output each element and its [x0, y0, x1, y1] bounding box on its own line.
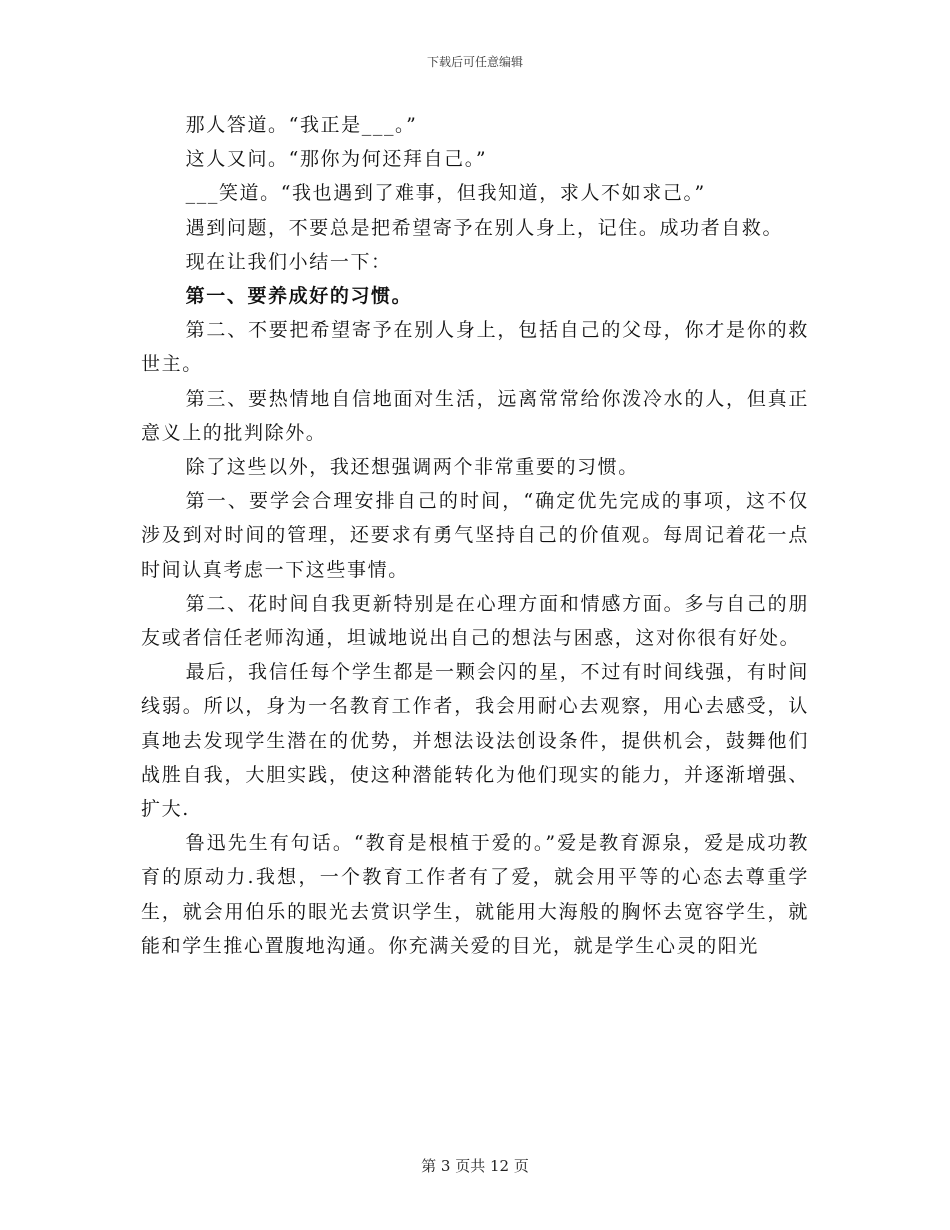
document-body	[141, 108, 809, 963]
paragraph: 遇到问题，不要总是把希望寄予在别人身上，记住。成功者自救。	[185, 216, 784, 239]
page-number: 第 3 页共 12 页	[421, 1157, 529, 1175]
paragraph: ___笑道。“我也遇到了难事，但我知道，求人不如求己。”	[185, 182, 706, 205]
paragraph: 那人答道。“我正是___。”	[185, 114, 418, 136]
paragraph: 鲁迅先生有句话。“教育是根植于爱的。”爱是教育源泉，爱是成功教育的原动力.我想，一个教育工作者有了爱，就会用平等的心态去尊重学生，就会用伯乐的眼光去赏识学生，就能用大海般的胸怀去宽容学生，就能和学生推心置腹地沟通。你充满关爱的目光，就是学生心灵的阳光	[141, 832, 809, 957]
paragraph: 现在让我们小结一下：	[185, 250, 392, 273]
paragraph: 第二、不要把希望寄予在别人身上，包括自己的父母，你才是你的救世主。	[141, 319, 809, 376]
paragraph: 最后，我信任每个学生都是一颗会闪的星，不过有时间线强，有时间线弱。所以，身为一名教育工作者，我会用耐心去观察，用心去感受，认真地去发现学生潜在的优势，并想法设法创设条件，提供机会，鼓舞他们战胜自我，大胆实践，使这种潜能转化为他们现实的能力，并逐渐增强、扩大.	[141, 661, 809, 821]
page-header: 下载后可任意编辑	[426, 55, 523, 69]
paragraph: 第一、要学会合理安排自己的时间，“确定优先完成的事项，这不仅涉及到对时间的管理，还要求有勇气坚持自己的价值观。每周记着花一点时间认真考虑一下这些事情。	[141, 490, 809, 581]
bold-heading-paragraph: 第一、要养成好的习惯。	[185, 285, 413, 308]
paragraph: 第二、花时间自我更新特别是在心理方面和情感方面。多与自己的朋友或者信任老师沟通，坦诚地说出自己的想法与困惑，这对你很有好处。	[141, 592, 809, 650]
paragraph: 这人又问。“那你为何还拜自己。”	[185, 148, 488, 171]
paragraph: 除了这些以外，我还想强调两个非常重要的习惯。	[185, 456, 639, 479]
paragraph: 第三、要热情地自信地面对生活，远离常常给你泼冷水的人，但真正意义上的批判除外。	[141, 387, 809, 444]
